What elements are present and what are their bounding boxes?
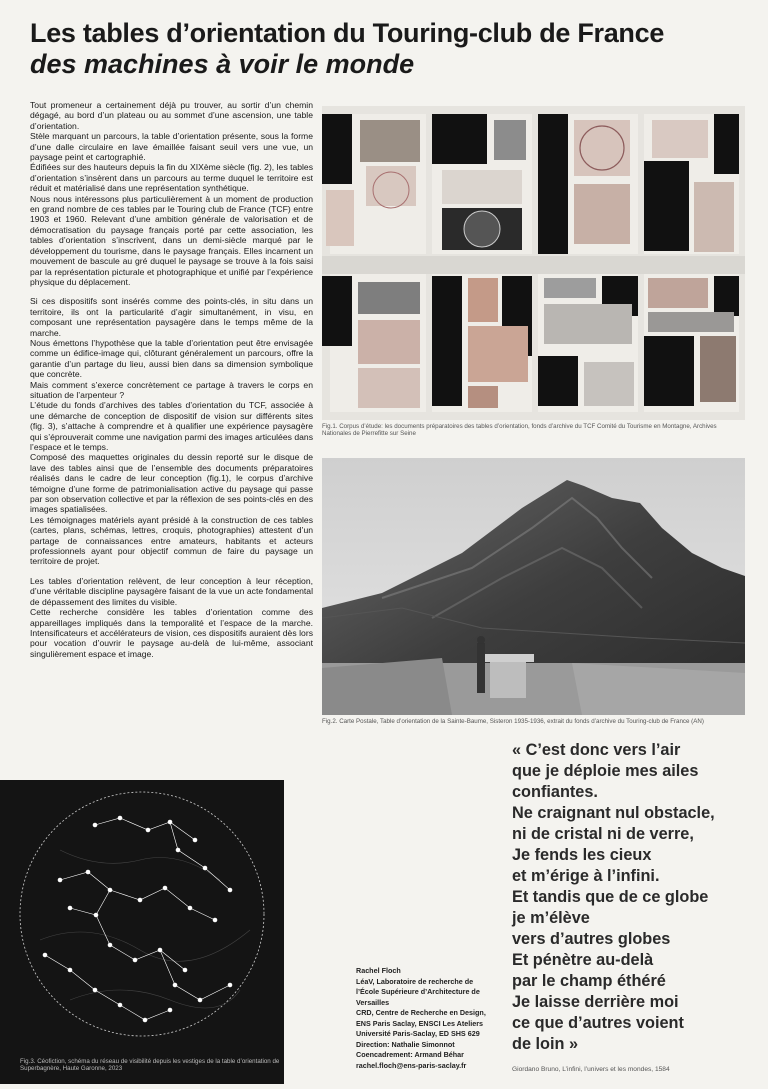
quote-line: Je fends les cieux bbox=[512, 846, 652, 864]
body-paragraph: Les témoignages matériels ayant présidé à la construction de ces tables (cartes, plans, schémas, lettres, croquis, photographies) attestent d’un partage de connaissances entre amateurs, habitants et acteurs professionnels ayant pour objectif commun de faire du paysage un territoire de projet. bbox=[30, 514, 313, 567]
body-paragraph: Stèle marquant un parcours, la table d’orientation présente, sous la forme d’une dalle circulaire en lave émaillée faisant seuil vers une vue, un paysage peint et cartographié. bbox=[30, 131, 313, 163]
quote-line: par le champ éthéré bbox=[512, 972, 666, 990]
quote-line: Ne craignant nul obstacle, bbox=[512, 804, 715, 822]
body-paragraph: Mais comment s’exerce concrètement ce partage à travers le corps en situation de l’arpenteur ? bbox=[30, 379, 313, 400]
quote-source: Giordano Bruno, L’infini, l’univers et les mondes, 1584 bbox=[512, 1066, 670, 1073]
quote-line: ni de cristal ni de verre, bbox=[512, 825, 694, 843]
author-line: Rachel Floch bbox=[356, 966, 401, 975]
author-info bbox=[356, 966, 491, 1071]
body-paragraph: Nous nous intéressons plus particulièrement à un moment de production en grand nombre de ces tables par le Touring club de France (TCF) entre 1903 et 1960. Relevant d’une ambition générale de valorisation et de démocratisation du paysage français porté par cette association, les tables d’orientation s’inscrivent, dans un demi-siècle marqué par le développement du tourisme, dans le paysage français. Elles incarnent un mouvement de bascule au gré duquel le paysage se trouve à la fois saisi par la représentation picturale et photographique et unifié par l’expérience physique du déplacement. bbox=[30, 193, 313, 287]
body-paragraph: Édifiées sur des hauteurs depuis la fin du XIXème siècle (fig. 2), les tables d’orientation s’insèrent dans un parcours au terme duquel le territoire est réduit et matérialisé dans une représentation synthétique. bbox=[30, 162, 313, 194]
body-paragraph: Les tables d’orientation relèvent, de leur conception à leur réception, d’une véritable discipline paysagère faisant de la vue un acte fondamental de dépassement des limites du visible. bbox=[30, 575, 313, 607]
quote-line: « C’est donc vers l’air bbox=[512, 741, 681, 759]
author-email[interactable]: rachel.floch@ens-paris-saclay.fr bbox=[356, 1060, 467, 1070]
body-paragraph: Tout promeneur a certainement déjà pu trouver, au sortir d’un chemin dégagé, au bord d’un plateau ou au sommet d’une ascension, une table d’orientation. bbox=[30, 100, 313, 131]
author-line: Direction: Nathalie Simonnot bbox=[356, 1039, 455, 1049]
author-line: Versailles bbox=[356, 997, 390, 1007]
quote-line: et m’érige à l’infini. bbox=[512, 867, 660, 885]
quote-line: ce que d’autres voient bbox=[512, 1014, 684, 1032]
fig3-visibility-network bbox=[0, 780, 284, 1084]
author-line: Université Paris-Saclay, ED SHS 629 bbox=[356, 1029, 480, 1038]
quote-line: Et pénètre au-delà bbox=[512, 951, 654, 969]
poem-quote bbox=[512, 740, 757, 1055]
fig2-caption: Fig.2. Carte Postale, Table d’orientation de la Sainte-Baume, Sisteron 1935-1936, extrait du fonds d’archive du Touring-club de France (AN) bbox=[322, 718, 704, 725]
author-line: CRD, Centre de Recherche en Design, bbox=[356, 1008, 486, 1017]
paragraph-gap bbox=[30, 567, 313, 576]
author-line: Coencadrement: Armand Béhar bbox=[356, 1050, 464, 1059]
main-title: Les tables d’orientation du Touring-club de France bbox=[30, 18, 665, 48]
fig3-caption: Fig.3. Céofiction, schéma du réseau de visibilité depuis les vestiges de la table d’orientation de Superbagnère, Haute Garonne, 2023 bbox=[20, 1058, 280, 1073]
paragraph-gap bbox=[30, 287, 313, 296]
body-paragraph: Nous émettons l’hypothèse que la table d’orientation peut être envisagée comme un édifice-image qui, clôturant généralement un parcours, offre la garantie d’un partage du lieu, aussi bien dans sa dimension symbolique que concrète. bbox=[30, 337, 313, 380]
fig1-archive-board bbox=[322, 106, 745, 420]
poster-title bbox=[30, 18, 750, 80]
body-paragraph: Composé des maquettes originales du dessin reporté sur le disque de lave des tables ainsi que de l’ensemble des documents préparatoires réalisés dans le cadre de leur conception (fig.1), le corpus d’archive témoigne d’une forme de patrimonialisation active du paysage qui passe par son observation collective et par la réflexion de ses points-clés en des images spatialisées. bbox=[30, 452, 313, 515]
author-line: l’École Supérieure d’Architecture de bbox=[356, 987, 480, 996]
quote-line: je m’élève bbox=[512, 909, 590, 927]
subtitle: des machines à voir le monde bbox=[30, 49, 415, 79]
quote-line: Et tandis que de ce globe bbox=[512, 888, 709, 906]
quote-line: vers d’autres globes bbox=[512, 930, 671, 948]
quote-line: de loin » bbox=[512, 1035, 579, 1053]
body-paragraph: Si ces dispositifs sont insérés comme des points-clés, in situ dans un territoire, ils ont la particularité d’agir simultanément, in visu, en composant une représentation paysagère dans le temps même de la marche. bbox=[30, 296, 313, 338]
body-paragraph: Cette recherche considère les tables d’orientation comme des appareillages impliqués dans la temporalité et l’espace de la marche. Intensificateurs et accélérateurs de vision, ces dispositifs auraient dès lors pour vocation d’ouvrir le paysage au-delà de lui-même, associant singulièrement espace et image. bbox=[30, 607, 313, 659]
author-line: ENS Paris Saclay, ENSCI Les Ateliers bbox=[356, 1018, 484, 1028]
fig2-mountain-photo bbox=[322, 458, 745, 715]
author-line: LéaV, Laboratoire de recherche de bbox=[356, 976, 474, 986]
fig1-caption: Fig.1. Corpus d’étude: les documents préparatoires des tables d’orientation, fonds d’archive du TCF Comité du Tourisme en Montagne, Archives Nationales de Pierrefitte sur Seine bbox=[322, 423, 717, 438]
body-text bbox=[30, 100, 313, 659]
body-paragraph: L’étude du fonds d’archives des tables d’orientation du TCF, associée à une démarche de conception de dispositif de vision sur différents sites (fig. 3), s’attache à comprendre et à qualifier une expérience paysagère qui s’éprouverait comme une navigation parmi des images articulées dans l’espace et le temps. bbox=[30, 400, 313, 452]
quote-line: Je laisse derrière moi bbox=[512, 993, 679, 1011]
quote-line: confiantes. bbox=[512, 783, 598, 801]
quote-line: que je déploie mes ailes bbox=[512, 762, 699, 780]
